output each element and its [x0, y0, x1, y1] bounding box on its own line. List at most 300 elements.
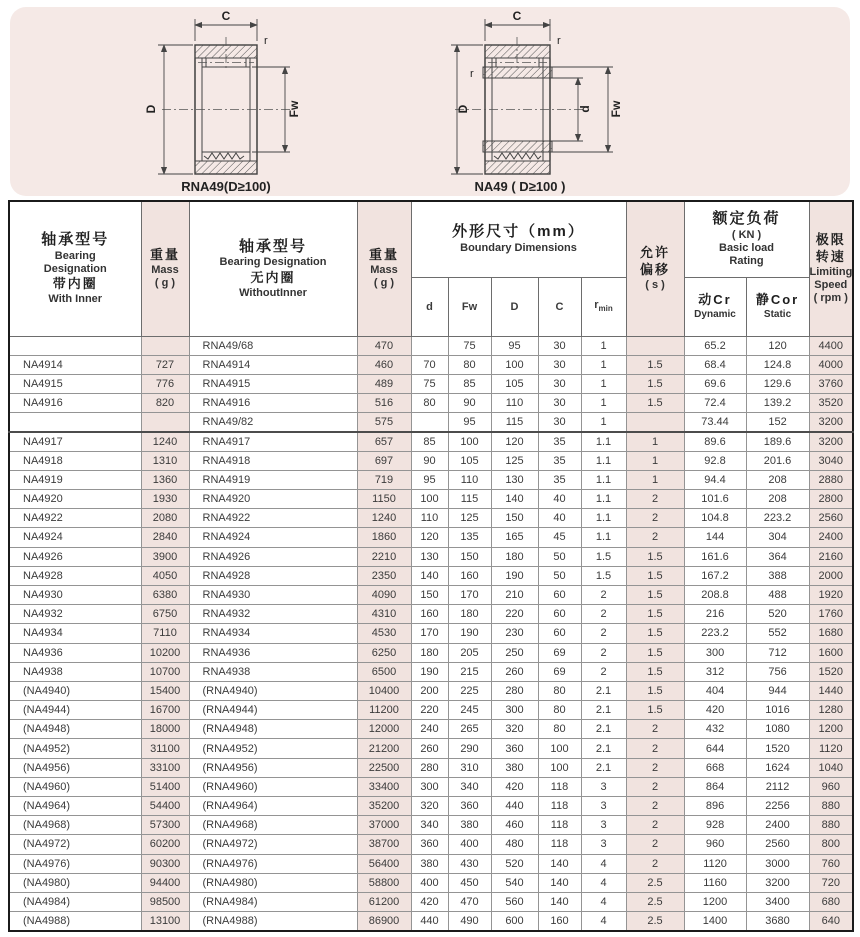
cell-na: NA4920: [9, 490, 141, 509]
cell-fw: 215: [448, 662, 491, 681]
cell-s: [626, 336, 684, 355]
cell-C: 45: [538, 528, 581, 547]
cell-rpm: 720: [809, 873, 853, 892]
cell-na: [9, 336, 141, 355]
outer-ring-bottom-section: [485, 161, 550, 174]
cell-cor: 552: [746, 624, 809, 643]
table-row: [9, 432, 853, 451]
cell-rmin: 1.1: [581, 432, 626, 451]
cell-rmin: 3: [581, 835, 626, 854]
cell-rmin: 2.1: [581, 720, 626, 739]
cell-mass1: [141, 413, 189, 432]
cell-cor: 201.6: [746, 451, 809, 470]
cell-cor: 139.2: [746, 394, 809, 413]
cell-fw: 470: [448, 892, 491, 911]
cell-d: 400: [411, 873, 448, 892]
cell-na: (NA4952): [9, 739, 141, 758]
cell-cr: 216: [684, 605, 746, 624]
cell-C: 69: [538, 662, 581, 681]
cell-rmin: 3: [581, 777, 626, 796]
cell-rna: (RNA4984): [189, 892, 357, 911]
table-row: [9, 892, 853, 911]
header-unit: ( g ): [154, 277, 176, 290]
outer-ring-top-section: [485, 45, 550, 58]
table-row: [9, 797, 853, 816]
cell-rmin: 1.5: [581, 547, 626, 566]
header-en: Static: [763, 309, 792, 321]
cell-rmin: 2.1: [581, 739, 626, 758]
header-en: Speed: [814, 279, 848, 292]
table-row: [9, 585, 853, 604]
cell-C: 69: [538, 643, 581, 662]
table-row: [9, 547, 853, 566]
cell-na: (NA4948): [9, 720, 141, 739]
cell-mass2: 697: [357, 451, 411, 470]
cell-C: 118: [538, 797, 581, 816]
cell-C: 30: [538, 394, 581, 413]
cell-rmin: 1: [581, 374, 626, 393]
cell-mass2: 38700: [357, 835, 411, 854]
cell-D: 110: [491, 394, 538, 413]
cell-na: (NA4960): [9, 777, 141, 796]
table-row: [9, 835, 853, 854]
cell-rna: (RNA4944): [189, 701, 357, 720]
cell-na: NA4916: [9, 394, 141, 413]
cell-D: 360: [491, 739, 538, 758]
dim-label-fw: Fw: [609, 100, 623, 118]
cell-cor: 1624: [746, 758, 809, 777]
outer-ring-bottom-section: [195, 161, 257, 174]
cell-rpm: 3200: [809, 413, 853, 432]
cell-rna: (RNA4952): [189, 739, 357, 758]
cell-rna: (RNA4964): [189, 797, 357, 816]
cell-cr: 1200: [684, 892, 746, 911]
cell-na: (NA4968): [9, 816, 141, 835]
cell-cr: 65.2: [684, 336, 746, 355]
header-en: Mass: [151, 264, 179, 276]
header-zh: 轴承型号: [41, 231, 110, 249]
cell-rmin: 2.1: [581, 681, 626, 700]
cell-rna: RNA4932: [189, 605, 357, 624]
cell-mass2: 6250: [357, 643, 411, 662]
cell-d: [411, 413, 448, 432]
cell-fw: 225: [448, 681, 491, 700]
table-row: [9, 509, 853, 528]
cell-D: 560: [491, 892, 538, 911]
header-unit: ( g ): [373, 277, 395, 290]
table-row: [9, 854, 853, 873]
cell-D: 480: [491, 835, 538, 854]
cell-rpm: 1440: [809, 681, 853, 700]
inner-ring-top-section: [483, 67, 552, 78]
cell-C: 60: [538, 605, 581, 624]
cell-rmin: 2: [581, 662, 626, 681]
cell-fw: 160: [448, 566, 491, 585]
table-row: [9, 701, 853, 720]
cell-s: 1.5: [626, 374, 684, 393]
cell-na: NA4919: [9, 470, 141, 489]
cell-mass1: 51400: [141, 777, 189, 796]
cell-mass1: 1310: [141, 451, 189, 470]
cell-cor: 223.2: [746, 509, 809, 528]
header-en: Basic load: [719, 242, 775, 255]
header-en: Boundary Dimensions: [460, 242, 577, 255]
cell-mass1: 6750: [141, 605, 189, 624]
cell-d: 140: [411, 566, 448, 585]
cell-na: (NA4940): [9, 681, 141, 700]
cell-d: 190: [411, 662, 448, 681]
cell-na: NA4936: [9, 643, 141, 662]
cell-d: 160: [411, 605, 448, 624]
cell-rmin: 1: [581, 336, 626, 355]
cell-fw: 190: [448, 624, 491, 643]
cell-cr: 960: [684, 835, 746, 854]
header-basic-load-rating: [684, 201, 809, 277]
cell-s: 2: [626, 854, 684, 873]
cell-cor: 364: [746, 547, 809, 566]
table-row: [9, 739, 853, 758]
cell-d: 440: [411, 912, 448, 931]
cell-mass1: 10200: [141, 643, 189, 662]
cell-mass2: 516: [357, 394, 411, 413]
cell-C: 118: [538, 777, 581, 796]
bearing-diagram-na49: [450, 9, 700, 195]
cell-mass1: 90300: [141, 854, 189, 873]
cell-s: 2: [626, 739, 684, 758]
cell-rpm: 800: [809, 835, 853, 854]
cell-s: 1.5: [626, 566, 684, 585]
cell-D: 300: [491, 701, 538, 720]
header-zh: 允许: [640, 245, 671, 261]
cell-rna: (RNA4976): [189, 854, 357, 873]
header-unit: ( rpm ): [813, 292, 848, 305]
bearing-diagram-rna49: [140, 9, 380, 195]
table-row: [9, 490, 853, 509]
cell-rmin: 4: [581, 912, 626, 931]
cell-D: 125: [491, 451, 538, 470]
table-row: [9, 720, 853, 739]
cell-rpm: 3200: [809, 432, 853, 451]
cell-C: 30: [538, 374, 581, 393]
header-en: WithoutInner: [239, 286, 307, 299]
cell-D: 260: [491, 662, 538, 681]
cell-D: 140: [491, 490, 538, 509]
cell-mass1: 1360: [141, 470, 189, 489]
cell-C: 35: [538, 451, 581, 470]
cell-na: NA4917: [9, 432, 141, 451]
table-row: [9, 912, 853, 931]
header-zh: 无内圈: [250, 269, 296, 285]
table-row: [9, 643, 853, 662]
cell-rna: (RNA4956): [189, 758, 357, 777]
cell-mass1: 1930: [141, 490, 189, 509]
cell-fw: 100: [448, 432, 491, 451]
cell-C: 100: [538, 739, 581, 758]
cell-s: 1.5: [626, 701, 684, 720]
cell-cr: 89.6: [684, 432, 746, 451]
cell-s: 2: [626, 816, 684, 835]
cell-rna: (RNA4988): [189, 912, 357, 931]
cell-mass1: 727: [141, 355, 189, 374]
cell-cr: 161.6: [684, 547, 746, 566]
cell-s: 1.5: [626, 643, 684, 662]
cell-d: 75: [411, 374, 448, 393]
cell-C: 160: [538, 912, 581, 931]
cell-rpm: 880: [809, 797, 853, 816]
cell-D: 130: [491, 470, 538, 489]
cell-mass2: 657: [357, 432, 411, 451]
header-mass-without-inner: [357, 201, 411, 336]
cell-D: 280: [491, 681, 538, 700]
cell-cor: 488: [746, 585, 809, 604]
cell-mass1: 15400: [141, 681, 189, 700]
cell-D: 190: [491, 566, 538, 585]
cell-d: 150: [411, 585, 448, 604]
cell-cr: 1120: [684, 854, 746, 873]
header-en: Dynamic: [694, 309, 736, 321]
cell-rmin: 4: [581, 892, 626, 911]
cell-s: 1.5: [626, 662, 684, 681]
cell-mass2: 37000: [357, 816, 411, 835]
cell-D: 210: [491, 585, 538, 604]
cell-rmin: 3: [581, 797, 626, 816]
cell-mass1: 16700: [141, 701, 189, 720]
table-row: [9, 374, 853, 393]
cell-D: 420: [491, 777, 538, 796]
cell-cor: 1520: [746, 739, 809, 758]
cell-rna: RNA49/68: [189, 336, 357, 355]
cell-rpm: 3760: [809, 374, 853, 393]
header-unit: ( KN ): [731, 228, 762, 241]
header-zh: 动Cr: [698, 292, 732, 308]
cell-fw: 115: [448, 490, 491, 509]
cell-cor: 120: [746, 336, 809, 355]
cell-rmin: 2: [581, 585, 626, 604]
cell-cr: 72.4: [684, 394, 746, 413]
table-header: [9, 201, 853, 336]
cell-fw: 105: [448, 451, 491, 470]
bearing-table: [8, 200, 854, 932]
cell-na: NA4930: [9, 585, 141, 604]
cell-mass2: 86900: [357, 912, 411, 931]
cell-D: 540: [491, 873, 538, 892]
cell-fw: 80: [448, 355, 491, 374]
cell-d: 85: [411, 432, 448, 451]
cell-rmin: 4: [581, 854, 626, 873]
cell-mass1: 13100: [141, 912, 189, 931]
cell-mass1: 60200: [141, 835, 189, 854]
cell-mass1: 18000: [141, 720, 189, 739]
table-row: [9, 413, 853, 432]
cell-cr: 864: [684, 777, 746, 796]
cell-rmin: 4: [581, 873, 626, 892]
diagram-panel: [10, 7, 850, 196]
cell-fw: 180: [448, 605, 491, 624]
cell-mass2: 460: [357, 355, 411, 374]
cell-rpm: 1280: [809, 701, 853, 720]
cell-rna: (RNA4968): [189, 816, 357, 835]
cell-s: 1.5: [626, 547, 684, 566]
cell-cor: 3400: [746, 892, 809, 911]
cell-D: 115: [491, 413, 538, 432]
cell-rmin: 1.1: [581, 451, 626, 470]
cell-rpm: 760: [809, 854, 853, 873]
header-en: Rating: [729, 255, 764, 268]
cell-D: 380: [491, 758, 538, 777]
cell-mass2: 2210: [357, 547, 411, 566]
cell-cor: 520: [746, 605, 809, 624]
cell-rna: RNA4938: [189, 662, 357, 681]
header-unit: ( s ): [645, 279, 665, 292]
cell-cr: 1400: [684, 912, 746, 931]
cell-cor: 712: [746, 643, 809, 662]
cell-mass2: 489: [357, 374, 411, 393]
cell-C: 140: [538, 873, 581, 892]
cell-cor: 388: [746, 566, 809, 585]
cell-na: NA4934: [9, 624, 141, 643]
table-row: [9, 394, 853, 413]
cell-rna: RNA4924: [189, 528, 357, 547]
cell-cr: 208.8: [684, 585, 746, 604]
cell-rna: RNA4914: [189, 355, 357, 374]
cell-fw: 125: [448, 509, 491, 528]
table-row: [9, 681, 853, 700]
cell-cr: 1160: [684, 873, 746, 892]
header-zh: 额定负荷: [712, 210, 781, 228]
cell-cor: 152: [746, 413, 809, 432]
cell-mass2: 4530: [357, 624, 411, 643]
cell-C: 60: [538, 624, 581, 643]
header-col-dynamic: [684, 277, 746, 336]
cell-d: 260: [411, 739, 448, 758]
cell-C: 50: [538, 566, 581, 585]
cell-C: 118: [538, 816, 581, 835]
cell-C: 100: [538, 758, 581, 777]
cell-rna: RNA4918: [189, 451, 357, 470]
cell-mass2: 6500: [357, 662, 411, 681]
cell-na: NA4914: [9, 355, 141, 374]
cell-s: 2.5: [626, 873, 684, 892]
cell-cr: 668: [684, 758, 746, 777]
cage-line: [204, 153, 244, 159]
header-zh: 带内圈: [52, 276, 98, 292]
cell-mass1: 7110: [141, 624, 189, 643]
dim-label-D: D: [144, 104, 158, 114]
cell-mass1: 57300: [141, 816, 189, 835]
cage-line: [494, 153, 541, 159]
dim-label-r-left: r: [470, 68, 474, 80]
cell-D: 460: [491, 816, 538, 835]
table-row: [9, 777, 853, 796]
cell-s: 1.5: [626, 605, 684, 624]
cell-rna: RNA4926: [189, 547, 357, 566]
cell-cr: 300: [684, 643, 746, 662]
header-designation-without-inner: [189, 201, 357, 336]
cell-fw: 85: [448, 374, 491, 393]
cell-rpm: 2880: [809, 470, 853, 489]
cell-s: 1.5: [626, 681, 684, 700]
cell-rpm: 1760: [809, 605, 853, 624]
cell-cor: 3200: [746, 873, 809, 892]
cell-na: NA4922: [9, 509, 141, 528]
cell-mass1: 2080: [141, 509, 189, 528]
cell-rna: RNA4915: [189, 374, 357, 393]
header-en: Bearing Designation: [219, 256, 327, 269]
cell-rpm: 1680: [809, 624, 853, 643]
cell-cor: 3680: [746, 912, 809, 931]
cell-rpm: 2400: [809, 528, 853, 547]
cell-mass1: [141, 336, 189, 355]
cell-d: 300: [411, 777, 448, 796]
cell-fw: 450: [448, 873, 491, 892]
cell-rna: RNA49/82: [189, 413, 357, 432]
cell-rna: (RNA4960): [189, 777, 357, 796]
cell-C: 40: [538, 509, 581, 528]
cell-C: 80: [538, 681, 581, 700]
diagram-caption-na49: NA49 ( D≥100 ): [474, 179, 566, 194]
table-row: [9, 451, 853, 470]
cell-fw: 205: [448, 643, 491, 662]
cell-rpm: 3520: [809, 394, 853, 413]
cell-d: 170: [411, 624, 448, 643]
cell-na: (NA4964): [9, 797, 141, 816]
cell-mass2: 11200: [357, 701, 411, 720]
cell-s: 2: [626, 777, 684, 796]
cell-D: 120: [491, 432, 538, 451]
cell-mass2: 719: [357, 470, 411, 489]
cell-C: 35: [538, 470, 581, 489]
cell-mass2: 575: [357, 413, 411, 432]
cell-fw: 245: [448, 701, 491, 720]
cell-mass2: 12000: [357, 720, 411, 739]
table-row: [9, 624, 853, 643]
cell-mass1: 54400: [141, 797, 189, 816]
table-row: [9, 662, 853, 681]
cell-C: 140: [538, 854, 581, 873]
cell-fw: 95: [448, 413, 491, 432]
cell-mass1: 31100: [141, 739, 189, 758]
header-zh: 转速: [815, 248, 846, 264]
table-body: [9, 336, 853, 931]
cell-mass2: 2350: [357, 566, 411, 585]
cell-cor: 124.8: [746, 355, 809, 374]
cell-cr: 69.6: [684, 374, 746, 393]
cell-cor: 304: [746, 528, 809, 547]
cell-rpm: 640: [809, 912, 853, 931]
cell-mass1: 10700: [141, 662, 189, 681]
cell-na: (NA4956): [9, 758, 141, 777]
cell-mass1: 6380: [141, 585, 189, 604]
cell-cor: 3000: [746, 854, 809, 873]
cell-d: 80: [411, 394, 448, 413]
cell-C: 80: [538, 720, 581, 739]
cell-D: 320: [491, 720, 538, 739]
header-col-d: d: [411, 277, 448, 336]
cell-D: 230: [491, 624, 538, 643]
cell-rpm: 1040: [809, 758, 853, 777]
cell-mass2: 4310: [357, 605, 411, 624]
cell-d: 340: [411, 816, 448, 835]
cell-cor: 2560: [746, 835, 809, 854]
cell-C: 60: [538, 585, 581, 604]
cell-s: 1.5: [626, 355, 684, 374]
cell-rpm: 1120: [809, 739, 853, 758]
cell-fw: 290: [448, 739, 491, 758]
cell-cr: 144: [684, 528, 746, 547]
cell-mass1: 3900: [141, 547, 189, 566]
cell-d: 95: [411, 470, 448, 489]
cell-C: 30: [538, 413, 581, 432]
